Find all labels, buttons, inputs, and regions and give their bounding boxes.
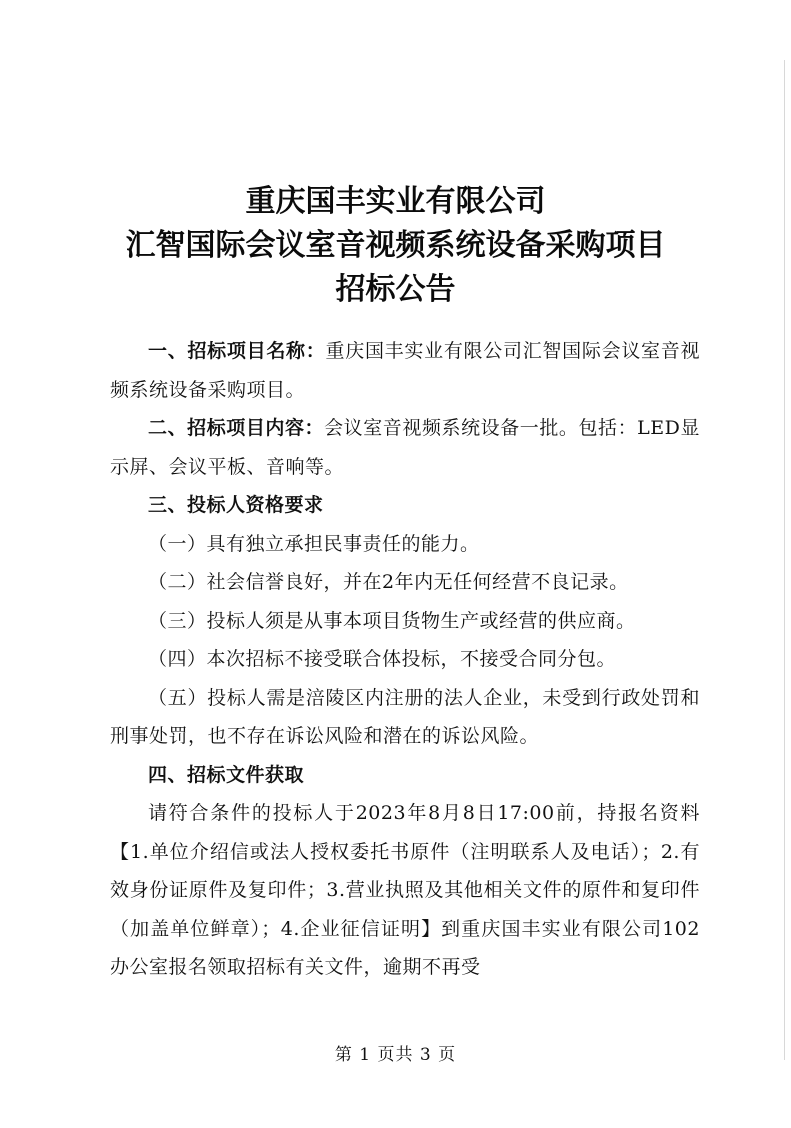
section-2 (110, 409, 700, 486)
requirement-item: （四）本次招标不接受联合体投标，不接受合同分包。 (148, 648, 617, 670)
requirement-item: （五）投标人需是涪陵区内注册的法人企业，未受到行政处罚和刑事处罚，也不存在诉讼风险和潜在的诉讼风险。 (110, 686, 700, 747)
section-1 (110, 332, 700, 409)
section-1-text: 重庆国丰实业有限公司汇智国际会议室音视频系统设备采购项目。 (110, 340, 700, 401)
title-project: 汇智国际会议室音视频系统设备采购项目 (125, 228, 666, 263)
title-notice: 招标公告 (335, 272, 456, 307)
page-number: 第 1 页共 3 页 (334, 1045, 457, 1065)
section-3 (110, 486, 700, 525)
requirement-item: （一）具有独立承担民事责任的能力。 (148, 532, 480, 555)
document-body (110, 332, 700, 987)
section-2-heading: 二、招标项目内容： (148, 417, 325, 439)
section-1-heading: 一、招标项目名称： (148, 340, 326, 362)
section-4-heading: 四、招标文件获取 (148, 763, 305, 786)
section-2-text: 会议室音视频系统设备一批。包括：LED显示屏、会议平板、音响等。 (110, 417, 700, 478)
section-4 (110, 756, 700, 795)
requirement-item: （二）社会信誉良好，并在2年内无任何经营不良记录。 (148, 571, 629, 593)
section-3-heading: 三、投标人资格要求 (148, 494, 324, 516)
title-company: 重庆国丰实业有限公司 (245, 184, 546, 219)
section-4-text: 请符合条件的投标人于2023年8月8日17:00前，持报名资料【1.单位介绍信或法人授权委托书原件（注明联系人及电话）；2.有效身份证原件及复印件；3.营业执照及其他相关文件的原件和复印件（加盖单位鲜章）；4.企业征信证明】到重庆国丰实业有限公司102办公室报名领取招标有关文件，逾期不再受 (110, 802, 700, 978)
requirement-item: （三）投标人须是从事本项目货物生产或经营的供应商。 (148, 609, 636, 632)
document-title (0, 180, 791, 312)
